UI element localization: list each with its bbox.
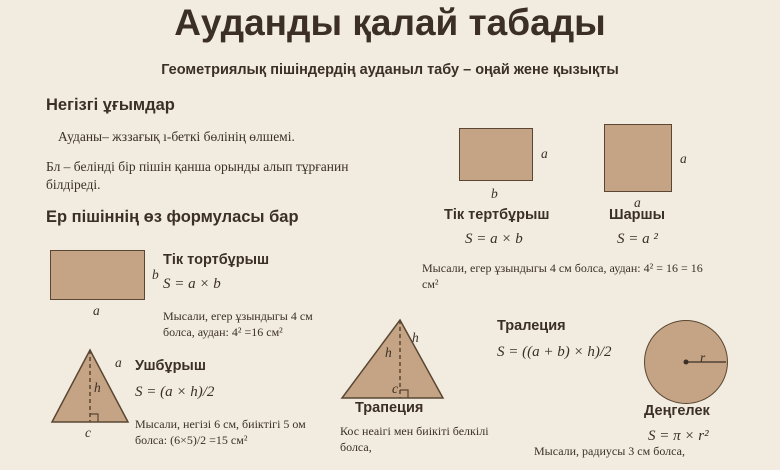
rectangle-left-formula: S = a × b xyxy=(163,276,221,292)
formula-heading: Ер пішіннің өз формуласы бар xyxy=(46,208,299,226)
rectangle-shape-top xyxy=(459,128,533,181)
triangle-middle-name: Трапеция xyxy=(355,400,424,416)
square-name: Шаршы xyxy=(609,207,665,223)
triangle-left-side-h-label: h xyxy=(94,380,101,395)
triangle-left-formula: S = (a × h)/2 xyxy=(135,384,215,400)
triangle-middle-side-h-label: h xyxy=(412,330,419,345)
triangle-left-example: Мысали, негізі 6 см, биіктігі 5 ом болса: (6×5)/2 =15 см² xyxy=(135,417,306,447)
triangle-middle-example: Кос неаігі мен биікіті белкілі болса, xyxy=(340,424,489,454)
rectangle-top-formula: S = a × b xyxy=(465,231,523,247)
triangle-left-side-a-label: a xyxy=(115,355,122,370)
rectangle-top-side-a-label: a xyxy=(541,146,548,161)
triangle-middle-side-c-label: c xyxy=(392,381,398,396)
circle-radius-line xyxy=(644,320,728,404)
circle-name: Деңгелек xyxy=(644,403,710,419)
circle-example: Мысали, радиусы 3 см болса, xyxy=(534,444,685,458)
triangle-middle-inner-h-label: h xyxy=(385,345,392,360)
triangle-left-name: Ушбұрыш xyxy=(135,358,206,374)
square-side-a-label: a xyxy=(680,151,687,166)
trapezoid-name: Тралеция xyxy=(497,318,566,334)
square-example: Мысали, егер ұзындыгы 4 см болса, аудан: 4² = 16 = 16 см² xyxy=(422,261,703,291)
rectangle-left-name: Тік тортбұрыш xyxy=(163,252,270,268)
basics-heading: Негізгі ұғымдар xyxy=(46,96,175,114)
rectangle-top-side-b-label: b xyxy=(491,186,498,201)
rectangle-top-name: Тік тертбұрыш xyxy=(444,207,550,223)
square-shape-top xyxy=(604,124,672,192)
circle-formula: S = π × r² xyxy=(648,428,709,444)
rectangle-shape-left xyxy=(50,250,145,300)
square-side-a2-label: a xyxy=(634,195,641,210)
page-subtitle: Геометриялық пішіндердің ауданыл табу – оңай жене қызықты xyxy=(161,62,619,78)
square-formula: S = a ² xyxy=(617,231,658,247)
trapezoid-formula: S = ((a + b) × h)/2 xyxy=(497,344,612,360)
rectangle-left-example: Мысали, егер ұзындыгы 4 см болса, аудан: 4² =16 см² xyxy=(163,309,313,339)
rectangle-left-side-a-label: a xyxy=(93,303,100,318)
basics-line-2: Бл – белінді бір пішін қанша орынды алып тұрғанин білдіреді. xyxy=(46,159,349,193)
basics-line-1: Ауданы– жззағық ı-беткі бөлінің өлшемі. xyxy=(58,129,295,144)
page-title: Ауданды қалай табады xyxy=(174,2,606,43)
triangle-left-side-c-label: c xyxy=(85,425,91,440)
circle-radius-label: r xyxy=(700,350,706,365)
rectangle-left-side-b-label: b xyxy=(152,267,159,282)
